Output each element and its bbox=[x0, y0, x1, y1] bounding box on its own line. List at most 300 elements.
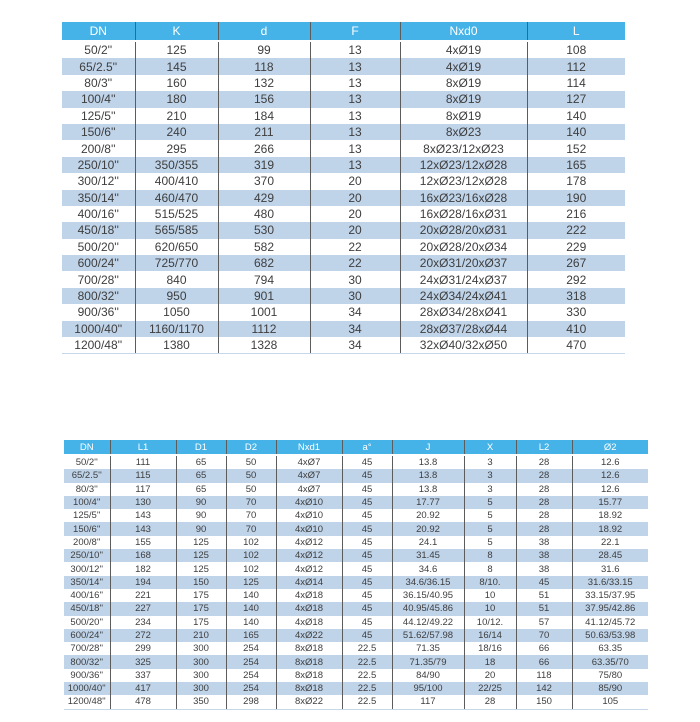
table-row bbox=[62, 271, 625, 287]
table-cell: 4xØ7 bbox=[276, 469, 342, 482]
table-cell: 125/5'' bbox=[64, 509, 110, 522]
table-row bbox=[64, 602, 648, 615]
table-cell: 34.6/36.15 bbox=[392, 576, 464, 589]
table-cell: 4xØ19 bbox=[400, 41, 527, 58]
table-cell: 22/25 bbox=[464, 682, 516, 695]
table-cell: 50 bbox=[226, 483, 276, 496]
table-cell: 480 bbox=[218, 206, 310, 222]
table-cell: 45 bbox=[342, 629, 392, 642]
table-cell: 125/5'' bbox=[62, 108, 135, 124]
table-cell: 4xØ7 bbox=[276, 483, 342, 496]
table-cell: 515/525 bbox=[135, 206, 218, 222]
column-header: L2 bbox=[516, 440, 572, 455]
table-row bbox=[64, 509, 648, 522]
table-row bbox=[62, 58, 625, 74]
table-cell: 370 bbox=[218, 173, 310, 189]
table-cell: 44.12/49.22 bbox=[392, 616, 464, 629]
table-cell: 470 bbox=[527, 337, 625, 354]
table-cell: 15.77 bbox=[572, 496, 648, 509]
table-cell: 45 bbox=[342, 616, 392, 629]
table-cell: 20 bbox=[310, 206, 400, 222]
table-body bbox=[62, 41, 625, 354]
table-cell: 794 bbox=[218, 271, 310, 287]
table-cell: 80/3'' bbox=[62, 75, 135, 91]
table-cell: 221 bbox=[110, 589, 176, 602]
table-cell: 30 bbox=[310, 271, 400, 287]
table-cell: 34 bbox=[310, 321, 400, 337]
table-cell: 140 bbox=[226, 616, 276, 629]
table-cell: 22.5 bbox=[342, 695, 392, 709]
table-row bbox=[62, 190, 625, 206]
table-cell: 50 bbox=[226, 469, 276, 482]
table-cell: 102 bbox=[226, 536, 276, 549]
column-header: D2 bbox=[226, 440, 276, 455]
table-cell: 24xØ34/24xØ41 bbox=[400, 288, 527, 304]
table-cell: 12xØ23/12xØ28 bbox=[400, 157, 527, 173]
column-header: L bbox=[527, 22, 625, 41]
table-cell: 20 bbox=[310, 173, 400, 189]
table-cell: 300/12'' bbox=[62, 173, 135, 189]
table-row bbox=[64, 589, 648, 602]
table-row bbox=[62, 222, 625, 238]
table-cell: 31.45 bbox=[392, 549, 464, 562]
table-cell: 222 bbox=[527, 222, 625, 238]
table-cell: 13 bbox=[310, 140, 400, 156]
table-row bbox=[62, 206, 625, 222]
table-cell: 125 bbox=[135, 41, 218, 58]
table-cell: 45 bbox=[342, 536, 392, 549]
table-cell: 132 bbox=[218, 75, 310, 91]
table-cell: 1160/1170 bbox=[135, 321, 218, 337]
table-cell: 450/18'' bbox=[62, 222, 135, 238]
table-cell: 4xØ10 bbox=[276, 522, 342, 535]
table-cell: 20.92 bbox=[392, 522, 464, 535]
table-cell: 13 bbox=[310, 124, 400, 140]
table-cell: 4xØ10 bbox=[276, 509, 342, 522]
table-cell: 111 bbox=[110, 455, 176, 469]
table-cell: 210 bbox=[176, 629, 226, 642]
table-cell: 4xØ18 bbox=[276, 589, 342, 602]
table-cell: 168 bbox=[110, 549, 176, 562]
table-cell: 8xØ23/12xØ23 bbox=[400, 140, 527, 156]
table-cell: 45 bbox=[342, 522, 392, 535]
table-cell: 1000/40'' bbox=[62, 321, 135, 337]
table-row bbox=[62, 304, 625, 320]
table-cell: 8xØ23 bbox=[400, 124, 527, 140]
table-cell: 130 bbox=[110, 496, 176, 509]
column-header: Ø2 bbox=[572, 440, 648, 455]
table-row bbox=[62, 321, 625, 337]
table-cell: 65 bbox=[176, 469, 226, 482]
table-row bbox=[64, 576, 648, 589]
table-cell: 5 bbox=[464, 509, 516, 522]
table-cell: 410 bbox=[527, 321, 625, 337]
table-cell: 140 bbox=[527, 124, 625, 140]
table-cell: 50 bbox=[226, 455, 276, 469]
table-cell: 10 bbox=[464, 602, 516, 615]
table-cell: 330 bbox=[527, 304, 625, 320]
table-row bbox=[62, 239, 625, 255]
table-cell: 150/6'' bbox=[62, 124, 135, 140]
table-cell: 1112 bbox=[218, 321, 310, 337]
table-cell: 8 bbox=[464, 549, 516, 562]
table-row bbox=[64, 483, 648, 496]
column-header: DN bbox=[64, 440, 110, 455]
table-cell: 194 bbox=[110, 576, 176, 589]
table-cell: 299 bbox=[110, 642, 176, 655]
table-cell: 28.45 bbox=[572, 549, 648, 562]
table-cell: 102 bbox=[226, 562, 276, 575]
table-cell: 800/32'' bbox=[64, 655, 110, 668]
table-cell: 500/20'' bbox=[64, 616, 110, 629]
table-cell: 298 bbox=[226, 695, 276, 709]
table-row bbox=[62, 255, 625, 271]
table-cell: 337 bbox=[110, 669, 176, 682]
table-cell: 125 bbox=[226, 576, 276, 589]
table-cell: 100/4'' bbox=[64, 496, 110, 509]
table-cell: 28 bbox=[516, 496, 572, 509]
table-row bbox=[64, 695, 648, 709]
table-cell: 18.92 bbox=[572, 522, 648, 535]
table-cell: 8xØ18 bbox=[276, 655, 342, 668]
table-cell: 227 bbox=[110, 602, 176, 615]
table-cell: 350/14'' bbox=[62, 190, 135, 206]
table-cell: 429 bbox=[218, 190, 310, 206]
table-cell: 45 bbox=[342, 496, 392, 509]
table-cell: 45 bbox=[516, 576, 572, 589]
table-cell: 210 bbox=[135, 108, 218, 124]
column-header: F bbox=[310, 22, 400, 41]
table-row bbox=[64, 522, 648, 535]
table-cell: 34.6 bbox=[392, 562, 464, 575]
table-cell: 3 bbox=[464, 483, 516, 496]
table-cell: 4xØ12 bbox=[276, 549, 342, 562]
table-cell: 30 bbox=[310, 288, 400, 304]
table-cell: 184 bbox=[218, 108, 310, 124]
table-cell: 143 bbox=[110, 522, 176, 535]
table-cell: 300 bbox=[176, 655, 226, 668]
table-cell: 20xØ28/20xØ34 bbox=[400, 239, 527, 255]
table-cell: 4xØ12 bbox=[276, 562, 342, 575]
table-cell: 267 bbox=[527, 255, 625, 271]
table-cell: 300/12'' bbox=[64, 562, 110, 575]
table-cell: 900/36'' bbox=[62, 304, 135, 320]
table-cell: 211 bbox=[218, 124, 310, 140]
table-cell: 460/470 bbox=[135, 190, 218, 206]
column-header: K bbox=[135, 22, 218, 41]
table-cell: 90 bbox=[176, 522, 226, 535]
table-cell: 5 bbox=[464, 536, 516, 549]
table-cell: 45 bbox=[342, 562, 392, 575]
table-cell: 45 bbox=[342, 576, 392, 589]
table-cell: 66 bbox=[516, 642, 572, 655]
table-cell: 156 bbox=[218, 91, 310, 107]
table-cell: 582 bbox=[218, 239, 310, 255]
table-cell: 300 bbox=[176, 682, 226, 695]
table-cell: 16/14 bbox=[464, 629, 516, 642]
table-cell: 45 bbox=[342, 469, 392, 482]
table-cell: 840 bbox=[135, 271, 218, 287]
table-row bbox=[64, 642, 648, 655]
table-cell: 178 bbox=[527, 173, 625, 189]
table-cell: 530 bbox=[218, 222, 310, 238]
table-cell: 51 bbox=[516, 589, 572, 602]
table-cell: 350/355 bbox=[135, 157, 218, 173]
table-cell: 22.1 bbox=[572, 536, 648, 549]
table-cell: 700/28'' bbox=[64, 642, 110, 655]
table-cell: 13.8 bbox=[392, 469, 464, 482]
table-cell: 102 bbox=[226, 549, 276, 562]
table-cell: 66 bbox=[516, 655, 572, 668]
table-cell: 112 bbox=[527, 58, 625, 74]
column-header: D1 bbox=[176, 440, 226, 455]
table-cell: 18/16 bbox=[464, 642, 516, 655]
table-cell: 3 bbox=[464, 455, 516, 469]
table-cell: 13.8 bbox=[392, 483, 464, 496]
table-cell: 254 bbox=[226, 669, 276, 682]
table-row bbox=[62, 337, 625, 354]
table-cell: 70 bbox=[226, 496, 276, 509]
table-cell: 65/2.5'' bbox=[62, 58, 135, 74]
table-row bbox=[64, 496, 648, 509]
table-cell: 33.15/37.95 bbox=[572, 589, 648, 602]
table-cell: 28xØ34/28xØ41 bbox=[400, 304, 527, 320]
table-cell: 125 bbox=[176, 536, 226, 549]
table-cell: 319 bbox=[218, 157, 310, 173]
table-cell: 45 bbox=[342, 549, 392, 562]
table-cell: 13 bbox=[310, 41, 400, 58]
table-cell: 1380 bbox=[135, 337, 218, 354]
table-cell: 8xØ22 bbox=[276, 695, 342, 709]
table-cell: 31.6 bbox=[572, 562, 648, 575]
table-cell: 300 bbox=[176, 669, 226, 682]
column-header: d bbox=[218, 22, 310, 41]
table-cell: 216 bbox=[527, 206, 625, 222]
table-cell: 80/3'' bbox=[64, 483, 110, 496]
table-cell: 10 bbox=[464, 589, 516, 602]
table-row bbox=[64, 655, 648, 668]
table-row bbox=[62, 124, 625, 140]
table-cell: 71.35/79 bbox=[392, 655, 464, 668]
table-row bbox=[64, 562, 648, 575]
table-cell: 4xØ18 bbox=[276, 602, 342, 615]
table-cell: 22.5 bbox=[342, 655, 392, 668]
table-cell: 20 bbox=[310, 222, 400, 238]
table-cell: 143 bbox=[110, 509, 176, 522]
column-header: Nxd0 bbox=[400, 22, 527, 41]
table-cell: 4xØ22 bbox=[276, 629, 342, 642]
table-cell: 150 bbox=[176, 576, 226, 589]
table-row bbox=[64, 669, 648, 682]
table-cell: 5 bbox=[464, 496, 516, 509]
table-cell: 8 bbox=[464, 562, 516, 575]
table-cell: 417 bbox=[110, 682, 176, 695]
table-cell: 22 bbox=[310, 239, 400, 255]
table-cell: 4xØ10 bbox=[276, 496, 342, 509]
table-cell: 50/2'' bbox=[62, 41, 135, 58]
table-cell: 12xØ23/12xØ28 bbox=[400, 173, 527, 189]
table-cell: 300 bbox=[176, 642, 226, 655]
table-cell: 350/14'' bbox=[64, 576, 110, 589]
table-cell: 18.92 bbox=[572, 509, 648, 522]
table-cell: 4xØ14 bbox=[276, 576, 342, 589]
table-cell: 152 bbox=[527, 140, 625, 156]
table-cell: 45 bbox=[342, 589, 392, 602]
table-cell: 51.62/57.98 bbox=[392, 629, 464, 642]
table-cell: 190 bbox=[527, 190, 625, 206]
table-cell: 36.15/40.95 bbox=[392, 589, 464, 602]
table-cell: 13.8 bbox=[392, 455, 464, 469]
table-cell: 17.77 bbox=[392, 496, 464, 509]
table-cell: 16xØ28/16xØ31 bbox=[400, 206, 527, 222]
table-cell: 28 bbox=[516, 522, 572, 535]
table-cell: 400/410 bbox=[135, 173, 218, 189]
table-cell: 13 bbox=[310, 157, 400, 173]
table-cell: 63.35 bbox=[572, 642, 648, 655]
table-cell: 1001 bbox=[218, 304, 310, 320]
counter-flange-dimensions-table bbox=[64, 440, 648, 710]
table-cell: 20xØ28/20xØ31 bbox=[400, 222, 527, 238]
table-row bbox=[62, 41, 625, 58]
table-cell: 28 bbox=[464, 695, 516, 709]
table-cell: 38 bbox=[516, 536, 572, 549]
column-header: J bbox=[392, 440, 464, 455]
table-cell: 105 bbox=[572, 695, 648, 709]
table-cell: 565/585 bbox=[135, 222, 218, 238]
table-cell: 1000/40'' bbox=[64, 682, 110, 695]
table-cell: 8/10. bbox=[464, 576, 516, 589]
table-cell: 700/28'' bbox=[62, 271, 135, 287]
table-cell: 254 bbox=[226, 682, 276, 695]
column-header: DN bbox=[62, 22, 135, 41]
table-cell: 108 bbox=[527, 41, 625, 58]
table-cell: 99 bbox=[218, 41, 310, 58]
table-cell: 145 bbox=[135, 58, 218, 74]
table-cell: 140 bbox=[226, 589, 276, 602]
table-cell: 118 bbox=[516, 669, 572, 682]
table-cell: 1200/48'' bbox=[62, 337, 135, 354]
table-cell: 12.6 bbox=[572, 469, 648, 482]
table-cell: 4xØ19 bbox=[400, 58, 527, 74]
table-cell: 65/2.5'' bbox=[64, 469, 110, 482]
table-row bbox=[62, 91, 625, 107]
table-cell: 41.12/45.72 bbox=[572, 616, 648, 629]
table-cell: 350 bbox=[176, 695, 226, 709]
table-cell: 175 bbox=[176, 589, 226, 602]
table-cell: 12.6 bbox=[572, 483, 648, 496]
table-cell: 22.5 bbox=[342, 682, 392, 695]
table-cell: 478 bbox=[110, 695, 176, 709]
table-cell: 50.63/53.98 bbox=[572, 629, 648, 642]
table-cell: 600/24'' bbox=[62, 255, 135, 271]
table-cell: 620/650 bbox=[135, 239, 218, 255]
table-cell: 118 bbox=[218, 58, 310, 74]
table-cell: 182 bbox=[110, 562, 176, 575]
table-cell: 38 bbox=[516, 562, 572, 575]
column-header: a° bbox=[342, 440, 392, 455]
table-cell: 45 bbox=[342, 483, 392, 496]
table-cell: 20.92 bbox=[392, 509, 464, 522]
table-cell: 142 bbox=[516, 682, 572, 695]
table-row bbox=[62, 140, 625, 156]
table-cell: 901 bbox=[218, 288, 310, 304]
table-cell: 234 bbox=[110, 616, 176, 629]
table-cell: 175 bbox=[176, 602, 226, 615]
table-cell: 28 bbox=[516, 483, 572, 496]
table-cell: 200/8'' bbox=[62, 140, 135, 156]
header-row bbox=[64, 440, 648, 455]
table-row bbox=[62, 288, 625, 304]
table-cell: 160 bbox=[135, 75, 218, 91]
table-cell: 140 bbox=[527, 108, 625, 124]
table-cell: 272 bbox=[110, 629, 176, 642]
table-cell: 1328 bbox=[218, 337, 310, 354]
table-cell: 57 bbox=[516, 616, 572, 629]
table-cell: 24.1 bbox=[392, 536, 464, 549]
table-cell: 140 bbox=[226, 602, 276, 615]
table-cell: 8xØ19 bbox=[400, 75, 527, 91]
table-cell: 3 bbox=[464, 469, 516, 482]
table-cell: 165 bbox=[527, 157, 625, 173]
table-cell: 71.35 bbox=[392, 642, 464, 655]
table-row bbox=[64, 549, 648, 562]
table-cell: 13 bbox=[310, 58, 400, 74]
table-row bbox=[64, 629, 648, 642]
table-cell: 75/80 bbox=[572, 669, 648, 682]
table-body bbox=[64, 455, 648, 709]
table-cell: 125 bbox=[176, 562, 226, 575]
table-cell: 115 bbox=[110, 469, 176, 482]
table-cell: 5 bbox=[464, 522, 516, 535]
table-cell: 20 bbox=[310, 190, 400, 206]
table-cell: 13 bbox=[310, 108, 400, 124]
table-cell: 34 bbox=[310, 304, 400, 320]
table-cell: 45 bbox=[342, 509, 392, 522]
table-cell: 28xØ37/28xØ44 bbox=[400, 321, 527, 337]
table-cell: 4xØ12 bbox=[276, 536, 342, 549]
table-cell: 63.35/70 bbox=[572, 655, 648, 668]
table-cell: 90 bbox=[176, 496, 226, 509]
table-cell: 16xØ23/16xØ28 bbox=[400, 190, 527, 206]
table-cell: 12.6 bbox=[572, 455, 648, 469]
table-cell: 400/16'' bbox=[62, 206, 135, 222]
table-row bbox=[64, 469, 648, 482]
column-header: L1 bbox=[110, 440, 176, 455]
table-cell: 85/90 bbox=[572, 682, 648, 695]
table-cell: 31.6/33.15 bbox=[572, 576, 648, 589]
table-cell: 38 bbox=[516, 549, 572, 562]
table-cell: 254 bbox=[226, 642, 276, 655]
table-cell: 292 bbox=[527, 271, 625, 287]
table-cell: 40.95/45.86 bbox=[392, 602, 464, 615]
table-cell: 125 bbox=[176, 549, 226, 562]
table-cell: 4xØ7 bbox=[276, 455, 342, 469]
table-cell: 800/32'' bbox=[62, 288, 135, 304]
table-cell: 65 bbox=[176, 483, 226, 496]
flange-dimensions-table bbox=[62, 22, 625, 354]
header-row bbox=[62, 22, 625, 41]
column-header: Nxd1 bbox=[276, 440, 342, 455]
table-cell: 28 bbox=[516, 455, 572, 469]
table-row bbox=[64, 682, 648, 695]
table-cell: 24xØ31/24xØ37 bbox=[400, 271, 527, 287]
table-cell: 117 bbox=[110, 483, 176, 496]
table-cell: 8xØ18 bbox=[276, 642, 342, 655]
table-cell: 600/24'' bbox=[64, 629, 110, 642]
table-cell: 250/10'' bbox=[64, 549, 110, 562]
table-cell: 95/100 bbox=[392, 682, 464, 695]
table-cell: 90 bbox=[176, 509, 226, 522]
